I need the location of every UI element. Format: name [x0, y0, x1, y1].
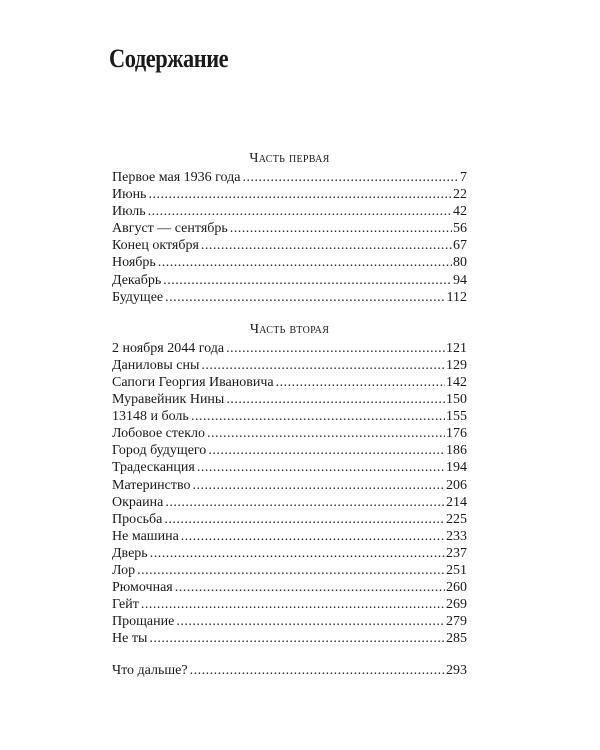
toc-entry[interactable] — [112, 186, 467, 203]
toc-entry-title: Город будущего — [112, 443, 207, 459]
toc-entry-title: Сапоги Георгия Ивановича — [112, 374, 274, 390]
toc-entry[interactable] — [112, 169, 467, 186]
dot-leader — [197, 459, 445, 476]
toc-entry-title: Июль — [112, 204, 146, 220]
toc-entry-page: 225 — [446, 511, 467, 527]
dot-leader — [226, 340, 445, 357]
toc-entry-title: Дверь — [112, 545, 148, 561]
toc-entry-page: 233 — [446, 528, 467, 544]
toc-entry-title: Прощание — [112, 614, 175, 630]
part-1-heading-text: Часть первая — [249, 151, 330, 166]
toc-entry-page: 285 — [446, 631, 467, 647]
toc-entry[interactable] — [112, 374, 467, 391]
toc-entry-page: 67 — [453, 238, 467, 254]
toc-entry[interactable] — [112, 477, 467, 494]
toc-entry-page: 150 — [446, 392, 467, 408]
toc-entry-page: 7 — [460, 170, 467, 185]
toc-entry-page: 206 — [446, 477, 467, 493]
toc-entry-page: 142 — [446, 374, 467, 390]
toc-entry[interactable] — [112, 220, 467, 237]
toc-entry[interactable] — [112, 545, 467, 562]
page-title: Содержание — [109, 44, 229, 73]
toc-entry[interactable] — [112, 272, 467, 289]
toc-entry-page: 279 — [446, 614, 467, 630]
toc-entry[interactable] — [112, 459, 467, 476]
toc-entry-page: 129 — [446, 357, 467, 373]
dot-leader — [176, 613, 445, 630]
dot-leader — [165, 494, 445, 511]
toc-entry-title: Июнь — [112, 187, 147, 203]
dot-leader — [149, 630, 445, 647]
dot-leader — [276, 374, 445, 391]
toc-entry-title: Лор — [112, 562, 136, 578]
dot-leader — [165, 289, 445, 306]
dot-leader — [181, 528, 445, 545]
part-1-entries — [112, 169, 467, 306]
toc-entry[interactable] — [112, 203, 467, 220]
toc-entry-title: Окраина — [112, 494, 164, 510]
dot-leader — [207, 425, 445, 442]
dot-leader — [163, 272, 452, 289]
toc-entry-title: Конец октября — [112, 238, 199, 254]
toc-entry-page: 56 — [453, 221, 467, 237]
dot-leader — [226, 391, 445, 408]
toc-entry-page: 293 — [446, 663, 467, 679]
toc-entry[interactable] — [112, 494, 467, 511]
dot-leader — [148, 203, 452, 220]
toc-entry-title: Материнство — [112, 477, 191, 493]
toc-entry-title: Август — сентябрь — [112, 221, 228, 237]
toc-entry-page: 251 — [446, 562, 467, 578]
dot-leader — [141, 596, 445, 613]
toc-entry-title: Рюмочная — [112, 580, 173, 596]
toc-entry-page: 155 — [446, 409, 467, 425]
table-of-contents — [112, 149, 467, 680]
dot-leader — [137, 562, 445, 579]
toc-entry[interactable] — [112, 357, 467, 374]
toc-entry-page: 269 — [446, 597, 467, 613]
toc-entry-page: 112 — [446, 289, 467, 305]
toc-entry-title: Муравейник Нины — [112, 392, 225, 408]
toc-entry-page: 214 — [446, 494, 467, 510]
toc-entry[interactable] — [112, 630, 467, 647]
dot-leader — [191, 408, 445, 425]
toc-entry-title: Традесканция — [112, 460, 195, 476]
toc-entry-title: Лобовое стекло — [112, 426, 206, 442]
toc-entry-page: 194 — [446, 460, 467, 476]
toc-entry-page: 237 — [446, 545, 467, 561]
toc-entry-page: 42 — [453, 204, 467, 220]
toc-entry[interactable] — [112, 562, 467, 579]
dot-leader — [148, 186, 452, 203]
toc-entry-page: 80 — [453, 255, 467, 271]
toc-entry[interactable] — [112, 340, 467, 357]
toc-entry[interactable] — [112, 596, 467, 613]
part-2-entries — [112, 340, 467, 648]
dot-leader — [175, 579, 445, 596]
toc-entry-title: Гейт — [112, 597, 139, 613]
toc-entry[interactable] — [112, 528, 467, 545]
toc-entry-title: Декабрь — [112, 272, 162, 288]
toc-entry-title: Первое мая 1936 года — [112, 170, 241, 185]
toc-entry[interactable] — [112, 579, 467, 596]
toc-entry-title: 13148 и боль — [112, 409, 189, 425]
toc-entry-page: 94 — [453, 272, 467, 288]
toc-entry[interactable] — [112, 442, 467, 459]
dot-leader — [201, 357, 445, 374]
toc-entry-title: Даниловы сны — [112, 357, 200, 373]
part-2-heading — [112, 320, 467, 340]
dot-leader — [201, 237, 452, 254]
toc-entry-page: 176 — [446, 426, 467, 442]
toc-entry[interactable] — [112, 391, 467, 408]
dot-leader — [230, 220, 452, 237]
toc-entry-title: Не ты — [112, 631, 148, 647]
dot-leader — [242, 169, 459, 186]
toc-entry-title: 2 ноября 2044 года — [112, 340, 225, 356]
dot-leader — [164, 511, 445, 528]
toc-entry-title: Ноябрь — [112, 255, 156, 271]
toc-entry-page: 260 — [446, 580, 467, 596]
toc-entry-epilogue[interactable] — [112, 662, 467, 679]
toc-entry-title: Не машина — [112, 528, 179, 544]
toc-entry[interactable] — [112, 613, 467, 630]
toc-entry[interactable] — [112, 254, 467, 271]
toc-entry[interactable] — [112, 237, 467, 254]
dot-leader — [190, 662, 445, 679]
part-1-heading — [112, 149, 467, 169]
toc-entry[interactable] — [112, 408, 467, 425]
dot-leader — [208, 442, 445, 459]
toc-entry[interactable] — [112, 511, 467, 528]
toc-entry[interactable] — [112, 425, 467, 442]
toc-entry-title: Будущее — [112, 289, 164, 305]
dot-leader — [158, 254, 452, 271]
toc-entry-page: 22 — [453, 187, 467, 203]
toc-entry-page: 121 — [446, 340, 467, 356]
toc-entry-title: Просьба — [112, 511, 163, 527]
toc-entry-page: 186 — [446, 443, 467, 459]
toc-entry[interactable] — [112, 289, 467, 306]
part-2-heading-text: Часть вторая — [249, 321, 330, 337]
dot-leader — [150, 545, 445, 562]
dot-leader — [192, 477, 445, 494]
toc-entry-title: Что дальше? — [112, 663, 188, 679]
